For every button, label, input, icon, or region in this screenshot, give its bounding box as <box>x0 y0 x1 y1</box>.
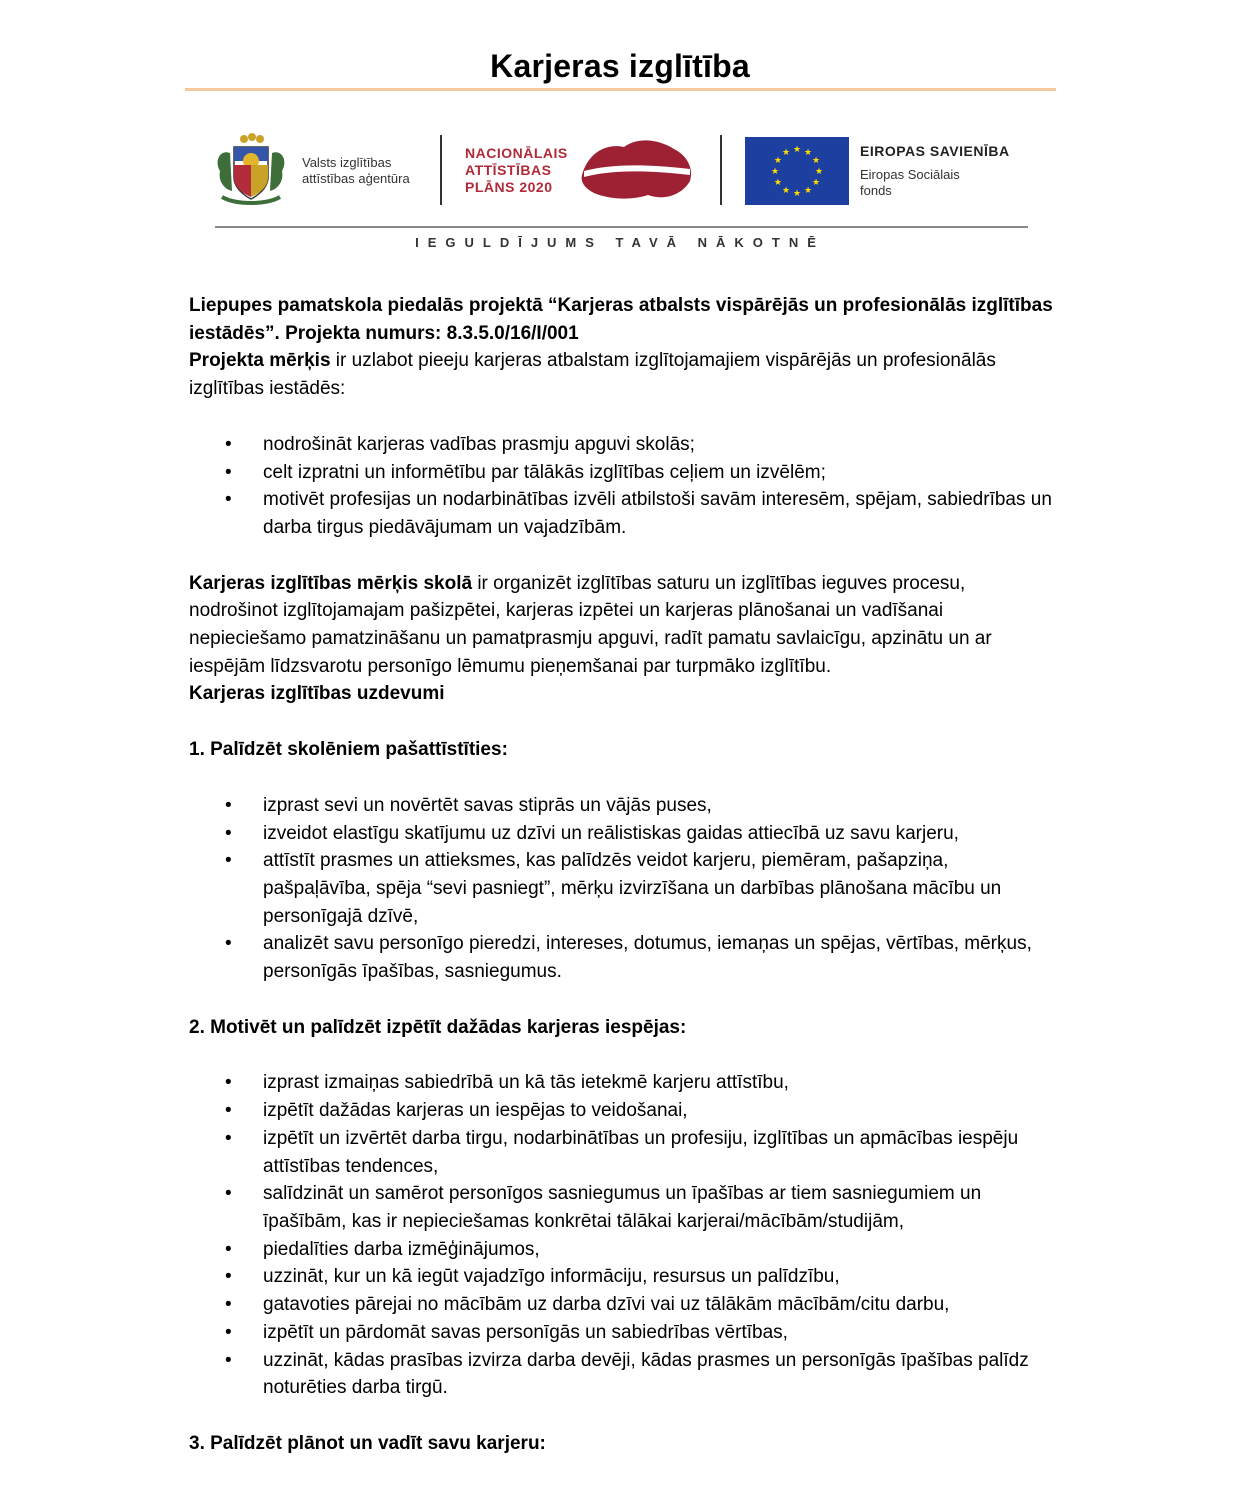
eu-star-icon: ★ <box>773 155 782 165</box>
eu-fund-name <box>860 167 960 199</box>
eu-star-icon: ★ <box>812 155 821 165</box>
eu-title: EIROPAS SAVIENĪBA <box>860 143 1010 159</box>
project-goal-paragraph <box>189 347 1059 402</box>
school-goal-label: Karjeras izglītības mērķis skolā <box>189 572 473 594</box>
list-item: • izprast sevi un novērtēt savas stiprās un vājās puses, <box>189 792 1059 820</box>
logo-separator <box>440 135 442 205</box>
project-statement: Liepupes pamatskola piedalās projektā “Karjeras atbalsts vispārējās un profesionālās izglītības iestādēs”. Projekta numurs: 8.3.5.0/16/I/001 <box>189 295 1053 344</box>
eu-star-icon: ★ <box>792 144 802 154</box>
list-item: • izpētīt un pārdomāt savas personīgās un sabiedrības vērtības, <box>189 1319 1059 1347</box>
eu-star-icon: ★ <box>814 166 824 176</box>
eu-star-icon: ★ <box>781 146 791 157</box>
eu-star-icon: ★ <box>773 177 782 187</box>
list-item: • uzzināt, kādas prasības izvirza darba devēji, kādas prasmes un personīgās īpašības palīdz noturēties darba tirgū. <box>189 1347 1059 1402</box>
project-goal-text: ir uzlabot pieeju karjeras atbalstam izglītojamajiem vispārējās un profesionālās izglītības iestādēs: <box>189 350 996 400</box>
eu-fund-line-1: Eiropas Sociālais <box>860 167 960 182</box>
nap-line-2: ATTĪSTĪBAS <box>465 162 552 178</box>
section-1-heading: 1. Palīdzēt skolēniem pašattīstīties: <box>189 739 508 761</box>
eu-flag-icon <box>745 137 849 205</box>
list-item: • gatavoties pārejai no mācībām uz darba dzīvi vai uz tālākām mācībām/citu darbu, <box>189 1291 1059 1319</box>
project-goal-label: Projekta mērķis <box>189 350 331 372</box>
nap-line-3: PLĀNS 2020 <box>465 179 553 195</box>
list-item: • izpētīt un izvērtēt darba tirgu, nodarbinātības un profesiju, izglītības un apmācības iespēju attīstības tendences, <box>189 1125 1059 1180</box>
list-item: • attīstīt prasmes un attieksmes, kas palīdzēs veidot karjeru, piemēram, pašapziņa, pašpaļāvība, spēja “sevi pasniegt”, mērķu izvirzīšana un darbības plānošana mācību un personīgajā dzīvē, <box>189 847 1059 930</box>
section-3-heading: 3. Palīdzēt plānot un vadīt savu karjeru: <box>189 1432 546 1454</box>
list-item: • piedalīties darba izmēģinājumos, <box>189 1236 1059 1264</box>
nap-logo-text <box>465 145 568 196</box>
eu-star-icon: ★ <box>803 185 813 196</box>
list-item: • nodrošināt karjeras vadības prasmju apguvi skolās; <box>189 431 1059 459</box>
section-2-heading: 2. Motivēt un palīdzēt izpētīt dažādas karjeras iespējas: <box>189 1016 687 1038</box>
eu-star-icon: ★ <box>812 177 821 187</box>
section-1-list <box>189 792 1059 986</box>
project-goal-list <box>189 431 1059 542</box>
school-goal-paragraph <box>189 570 1059 681</box>
list-item: • izprast izmaiņas sabiedrībā un kā tās ietekmē karjeru attīstību, <box>189 1069 1059 1097</box>
nap-line-1: NACIONĀLAIS <box>465 145 568 161</box>
eu-star-icon: ★ <box>803 146 813 157</box>
eu-star-icon: ★ <box>792 188 802 198</box>
agency-line-2: attīstības aģentūra <box>302 171 410 186</box>
list-item: • uzzināt, kur un kā iegūt vajadzīgo informāciju, resursus un palīdzību, <box>189 1263 1059 1291</box>
list-item: • izveidot elastīgu skatījumu uz dzīvi un reālistiskas gaidas attiecībā uz savu karjeru, <box>189 820 1059 848</box>
agency-line-1: Valsts izglītības <box>302 155 392 170</box>
school-goal-text: ir organizēt izglītības saturu un izglītības ieguves procesu, nodrošinot izglītojamajam pašizpētei, karjeras izpētei un karjeras plānošanai un vadīšanai nepieciešamo pamatzināšanu un pamatprasmju apguvi, radīt pamatu savlaicīgu, apzinātu un ar iespējām līdzsvarotu personīgo lēmumu pieņemšanai par turpmāko izglītību. <box>189 572 992 677</box>
banner-divider <box>215 226 1028 228</box>
funding-logo-banner <box>212 125 1028 255</box>
logo-separator <box>720 135 722 205</box>
eu-star-icon: ★ <box>781 185 791 196</box>
latvia-coat-of-arms-icon <box>212 131 290 209</box>
latvia-map-flag-icon <box>578 135 698 205</box>
eu-star-icon: ★ <box>770 166 780 176</box>
list-item: • celt izpratni un informētību par tālākās izglītības ceļiem un izvēlēm; <box>189 459 1059 487</box>
tasks-heading: Karjeras izglītības uzdevumi <box>189 683 445 705</box>
agency-name <box>302 155 432 187</box>
page-title: Karjeras izglītība <box>490 48 750 84</box>
eu-fund-line-2: fonds <box>860 183 892 198</box>
section-2-list <box>189 1069 1059 1401</box>
list-item: • salīdzināt un samērot personīgos sasniegumus un īpašības ar tiem sasniegumiem un īpašībām, kas ir nepieciešamas konkrētai tālākai karjerai/mācībām/studijām, <box>189 1180 1059 1235</box>
banner-slogan: IEGULDĪJUMS TAVĀ NĀKOTNĒ <box>415 235 825 250</box>
list-item: • analizēt savu personīgo pieredzi, intereses, dotumus, iemaņas un spējas, vērtības, mērķus, personīgās īpašības, sasniegumus. <box>189 930 1059 985</box>
list-item: • motivēt profesijas un nodarbinātības izvēli atbilstoši savām interesēm, spējam, sabiedrības un darba tirgus piedāvājumam un vajadzībām. <box>189 486 1059 541</box>
title-divider <box>185 88 1056 91</box>
list-item: • izpētīt dažādas karjeras un iespējas to veidošanai, <box>189 1097 1059 1125</box>
document-body <box>189 292 1059 1458</box>
